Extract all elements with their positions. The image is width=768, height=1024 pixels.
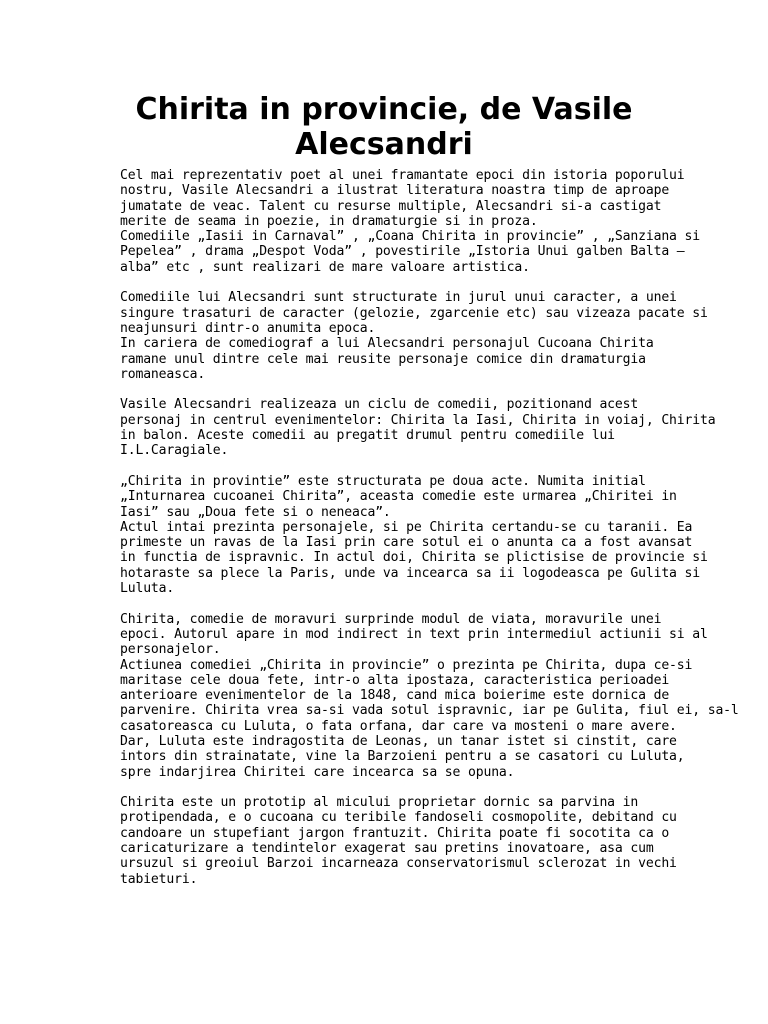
- text-line: merite de seama in poezie, in dramaturgie si in proza.: [120, 213, 538, 229]
- text-line: Actiunea comediei „Chirita in provincie” o prezinta pe Chirita, dupa ce-si: [120, 657, 693, 673]
- document-body: [120, 168, 739, 902]
- paragraph: [120, 290, 708, 382]
- text-line: anterioare evenimentelor de la 1848, cand mica boierime este dornica de: [120, 688, 670, 704]
- text-line: caricaturizare a tendintelor exagerat sau pretins inovatoare, asa cum: [120, 841, 654, 857]
- text-line: I.L.Caragiale.: [120, 443, 229, 459]
- text-line: Chirita este un prototip al micului proprietar dornic sa parvina in: [120, 795, 639, 811]
- text-line: in balon. Aceste comedii au pregatit drumul pentru comediile lui: [120, 428, 615, 444]
- paragraph: [120, 795, 677, 887]
- text-line: „Inturnarea cucoanei Chirita”, aceasta comedie este urmarea „Chiritei in: [120, 489, 677, 505]
- text-line: maritase cele doua fete, intr-o alta ipostaza, caracteristica perioadei: [120, 672, 670, 688]
- text-line: casatoreasca cu Luluta, o fata orfana, dar care va mosteni o mare avere.: [120, 718, 677, 734]
- text-line: neajunsuri dintr-o anumita epoca.: [120, 320, 376, 336]
- document-title: Chirita in provincie, de Vasile Alecsandri: [135, 92, 633, 162]
- text-line: tabieturi.: [120, 871, 198, 887]
- text-line: Vasile Alecsandri realizeaza un ciclu de comedii, pozitionand acest: [120, 397, 639, 413]
- text-line: epoci. Autorul apare in mod indirect in text prin intermediul actiunii si al: [120, 626, 708, 642]
- text-line: personajelor.: [120, 642, 221, 658]
- text-line: hotaraste sa plece la Paris, unde va incearca sa ii logodeasca pe Gulita si: [120, 565, 700, 581]
- text-line: intors din strainatate, vine la Barzoieni pentru a se casatori cu Luluta,: [120, 749, 685, 765]
- text-line: protipendada, e o cucoana cu teribile fandoseli cosmopolite, debitand cu: [120, 810, 677, 826]
- text-line: parvenire. Chirita vrea sa-si vada sotul ispravnic, iar pe Gulita, fiul ei, sa-l: [120, 703, 739, 719]
- text-line: Comediile lui Alecsandri sunt structurate in jurul unui caracter, a unei: [120, 290, 677, 306]
- text-line: Luluta.: [120, 581, 175, 597]
- paragraph: [120, 168, 700, 275]
- text-line: candoare un stupefiant jargon frantuzit. Chirita poate fi socotita ca o: [120, 825, 670, 841]
- text-line: „Chirita in provintie” este structurata pe doua acte. Numita initial: [120, 473, 646, 489]
- text-line: nostru, Vasile Alecsandri a ilustrat literatura noastra timp de aproape: [120, 183, 670, 199]
- paragraph: [120, 473, 708, 597]
- paragraph: [120, 397, 716, 459]
- text-line: in functia de ispravnic. In actul doi, Chirita se plictisise de provincie si: [120, 550, 708, 566]
- text-line: spre indarjirea Chiritei care incearca sa se opuna.: [120, 764, 515, 780]
- text-line: jumatate de veac. Talent cu resurse multiple, Alecsandri si-a castigat: [120, 198, 662, 214]
- text-line: ursuzul si greoiul Barzoi incarneaza conservatorismul sclerozat in vechi: [120, 856, 677, 872]
- text-line: primeste un ravas de la Iasi prin care sotul ei o anunta ca a fost avansat: [120, 535, 693, 551]
- text-line: Pepelea” , drama „Despot Voda” , povestirile „Istoria Unui galben Balta –: [120, 244, 685, 260]
- text-line: Iasi” sau „Doua fete si o neneaca”.: [120, 504, 391, 520]
- text-line: Dar, Luluta este indragostita de Leonas, un tanar istet si cinstit, care: [120, 733, 677, 749]
- text-line: Actul intai prezinta personajele, si pe Chirita certandu-se cu taranii. Ea: [120, 519, 693, 535]
- text-line: alba” etc , sunt realizari de mare valoare artistica.: [120, 259, 530, 275]
- text-line: personaj in centrul evenimentelor: Chirita la Iasi, Chirita in voiaj, Chirita: [120, 412, 716, 428]
- text-line: Chirita, comedie de moravuri surprinde modul de viata, moravurile unei: [120, 611, 662, 627]
- text-line: In cariera de comediograf a lui Alecsandri personajul Cucoana Chirita: [120, 336, 654, 352]
- text-line: singure trasaturi de caracter (gelozie, zgarcenie etc) sau vizeaza pacate si: [120, 305, 708, 321]
- text-line: Comediile „Iasii in Carnaval” , „Coana Chirita in provincie” , „Sanziana si: [120, 229, 700, 245]
- text-line: Cel mai reprezentativ poet al unei framantate epoci din istoria poporului: [120, 168, 685, 183]
- text-line: romaneasca.: [120, 366, 206, 382]
- text-line: ramane unul dintre cele mai reusite personaje comice din dramaturgia: [120, 351, 646, 367]
- paragraph: [120, 611, 739, 780]
